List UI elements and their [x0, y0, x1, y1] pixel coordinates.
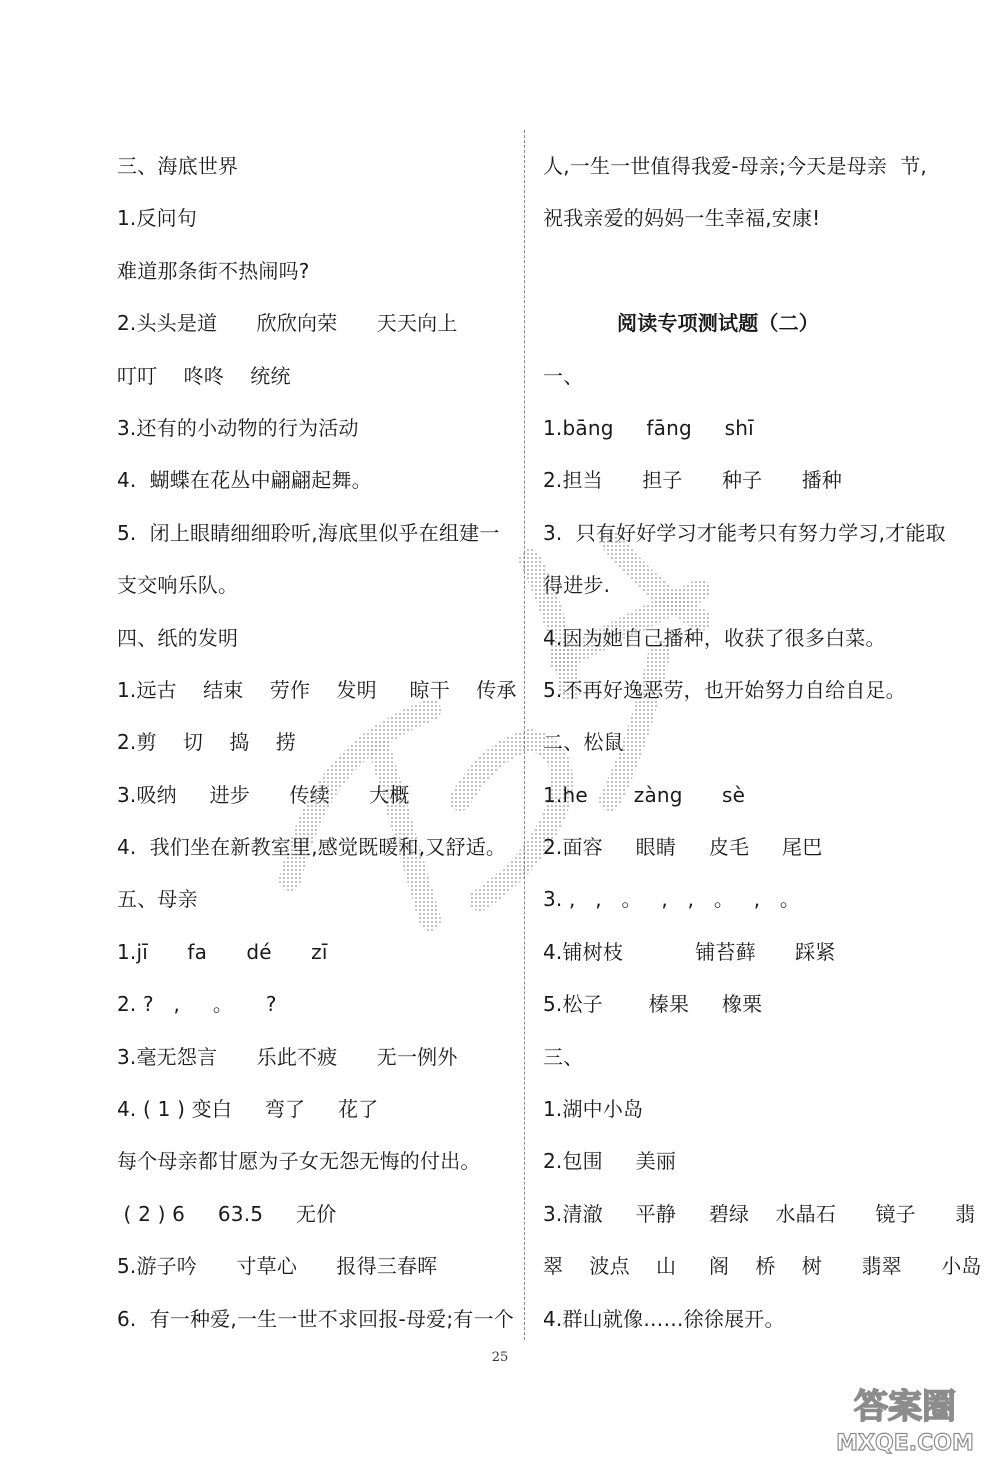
text-line: 4. 我们坐在新教室里,感觉既暖和,又舒适。 — [117, 835, 507, 860]
blank-line — [543, 245, 943, 297]
left-column — [117, 140, 517, 1345]
text-line: 4. 蝴蝶在花丛中翩翩起舞。 — [117, 468, 372, 493]
text-line: 1.he zàng sè — [543, 782, 746, 807]
text-line: 一、 — [543, 363, 584, 388]
text-line: 1.反问句 — [117, 206, 198, 231]
svg-text:MXQE.COM: MXQE.COM — [836, 1431, 974, 1456]
text-line: 翠 波点 山 阁 桥 树 翡翠 小岛 — [543, 1254, 982, 1279]
text-line: 5.游子吟 寸草心 报得三春晖 — [117, 1254, 438, 1279]
text-line: 1.jī fa dé zī — [117, 939, 328, 964]
site-logo — [820, 1378, 990, 1458]
text-line: 2.剪 切 捣 捞 — [117, 730, 296, 755]
text-line: 3.毫无怨言 乐此不疲 无一例外 — [117, 1044, 458, 1069]
text-line: 5.松子 榛果 橡栗 — [543, 992, 763, 1017]
text-line: 6. 有一种爱,一生一世不求回报-母爱;有一个 — [117, 1306, 514, 1331]
text-line: 1.远古 结束 劳作 发明 晾干 传承 — [117, 677, 517, 702]
text-line: 二、松鼠 — [543, 730, 624, 755]
text-line: 人,一生一世值得我爱-母亲;今天是母亲 节, — [543, 154, 927, 178]
page-number: 25 — [491, 1350, 509, 1365]
text-line: 3.清澈 平静 碧绿 水晶石 镜子 翡 — [543, 1201, 976, 1226]
text-line: 得进步. — [543, 573, 611, 598]
text-line: 三、 — [543, 1044, 584, 1069]
text-line: 3. , , 。 , , 。 , 。 — [543, 887, 801, 912]
right-column — [543, 140, 982, 1345]
text-line: 祝我亲爱的妈妈一生幸福,安康! — [543, 206, 821, 231]
text-line: 3. 只有好好学习才能考只有努力学习,才能取 — [543, 520, 946, 545]
text-line: 四、纸的发明 — [117, 625, 239, 650]
text-line: 叮叮 咚咚 统统 — [117, 363, 291, 388]
text-line: 3.还有的小动物的行为活动 — [117, 415, 359, 440]
section-title: 阅读专项测试题（二） — [617, 311, 819, 336]
text-line: 每个母亲都甘愿为子女无怨无悔的付出。 — [117, 1149, 481, 1174]
text-line: 1.bāng fāng shī — [543, 415, 754, 440]
text-line: 4.群山就像……徐徐展开。 — [543, 1306, 785, 1331]
text-line: 4.因为她自己播种，收获了很多白菜。 — [543, 625, 886, 650]
text-line: 2.面容 眼睛 皮毛 尾巴 — [543, 835, 823, 860]
svg-text:答案圈: 答案圈 — [854, 1387, 956, 1427]
text-line: 4. ( 1 ) 变白 弯了 花了 — [117, 1097, 379, 1122]
text-line: 2.头头是道 欣欣向荣 天天向上 — [117, 311, 458, 336]
text-line: 5.不再好逸恶劳，也开始努力自给自足。 — [543, 677, 906, 702]
text-line: 2.包围 美丽 — [543, 1149, 677, 1174]
text-line: 4.铺树枝 铺苔藓 踩紧 — [543, 939, 836, 964]
text-line: 三、海底世界 — [117, 154, 239, 178]
text-line: ( 2 ) 6 63.5 无价 — [117, 1201, 337, 1226]
text-line: 2. ? , 。 ? — [117, 992, 277, 1017]
column-divider — [524, 130, 525, 1340]
text-line: 3.吸纳 进步 传续 大概 — [117, 782, 410, 807]
text-line: 5. 闭上眼睛细细聆听,海底里似乎在组建一 — [117, 520, 500, 545]
text-line: 2.担当 担子 种子 播种 — [543, 468, 843, 493]
text-line: 难道那条街不热闹吗? — [117, 258, 310, 283]
text-line: 五、母亲 — [117, 887, 198, 912]
text-line: 1.湖中小岛 — [543, 1097, 644, 1122]
text-line: 支交响乐队。 — [117, 573, 239, 598]
